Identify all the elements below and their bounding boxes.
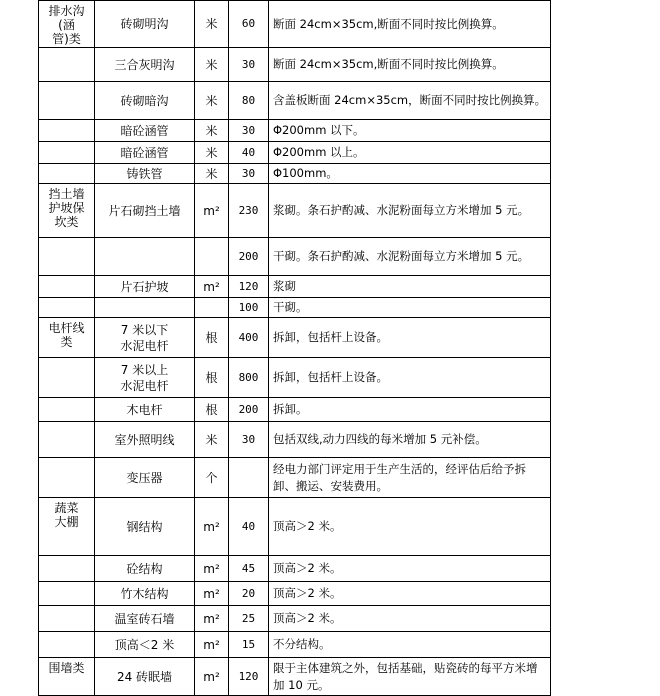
table-row — [39, 48, 551, 82]
unit-cell: m² — [195, 582, 229, 606]
category-cell-line: 护坡保 — [48, 201, 85, 215]
note-cell: 顶高＞2 米。 — [269, 498, 551, 556]
item-cell: 竹木结构 — [95, 582, 195, 606]
category-cell — [39, 398, 95, 422]
unit-cell: 根 — [195, 398, 229, 422]
unit-cell: 根 — [195, 358, 229, 398]
unit-cell: m² — [195, 632, 229, 658]
price-cell: 200 — [229, 398, 269, 422]
note-cell: 浆砌 — [269, 276, 551, 298]
price-cell: 230 — [229, 184, 269, 238]
table-row — [39, 556, 551, 582]
category-cell — [39, 556, 95, 582]
note-cell: 不分结构。 — [269, 632, 551, 658]
table-row — [39, 318, 551, 358]
category-cell-line: 排水沟 — [48, 4, 85, 18]
unit-cell: 米 — [195, 1, 229, 48]
note-cell: 干砌。条石护酌减、水泥粉面每立方米增加 5 元。 — [269, 238, 551, 276]
item-cell: 木电杆 — [95, 398, 195, 422]
category-cell — [39, 164, 95, 184]
unit-cell: 米 — [195, 142, 229, 164]
item-cell-line: 水泥电杆 — [120, 338, 169, 353]
note-cell: 干砌。 — [269, 298, 551, 318]
note-cell: 顶高＞2 米。 — [269, 582, 551, 606]
unit-cell — [195, 298, 229, 318]
table-row — [39, 276, 551, 298]
category-cell-line: 大棚 — [54, 515, 79, 529]
category-cell — [39, 298, 95, 318]
item-cell: 室外照明线 — [95, 422, 195, 458]
category-cell — [39, 238, 95, 276]
category-cell — [39, 498, 95, 556]
note-cell: 断面 24cm×35cm,断面不同时按比例换算。 — [269, 48, 551, 82]
item-cell-line: 7 米以下 — [120, 322, 169, 337]
unit-cell: m² — [195, 498, 229, 556]
unit-cell: m² — [195, 184, 229, 238]
note-cell: 断面 24cm×35cm,断面不同时按比例换算。 — [269, 1, 551, 48]
price-cell: 30 — [229, 120, 269, 142]
category-cell — [39, 606, 95, 632]
price-cell: 15 — [229, 632, 269, 658]
table-row — [39, 164, 551, 184]
unit-cell: m² — [195, 556, 229, 582]
category-cell — [39, 632, 95, 658]
category-cell-line: 电杆线 — [48, 321, 85, 335]
table-row — [39, 82, 551, 120]
category-cell-line: 蔬菜 — [54, 501, 79, 515]
table-row — [39, 606, 551, 632]
category-cell — [39, 422, 95, 458]
item-cell: 24 砖眠墙 — [95, 658, 195, 696]
item-cell: 温室砖石墙 — [95, 606, 195, 632]
category-cell-line: 挡土墙 — [48, 187, 85, 201]
note-cell: 浆砌。条石护酌减、水泥粉面每立方米增加 5 元。 — [269, 184, 551, 238]
category-cell — [39, 582, 95, 606]
item-cell: 暗砼涵管 — [95, 142, 195, 164]
table-row — [39, 422, 551, 458]
item-cell — [95, 298, 195, 318]
unit-cell: 米 — [195, 82, 229, 120]
item-cell: 顶高＜2 米 — [95, 632, 195, 658]
note-cell: 含盖板断面 24cm×35cm，断面不同时按比例换算。 — [269, 82, 551, 120]
price-cell: 80 — [229, 82, 269, 120]
category-cell — [39, 142, 95, 164]
category-cell — [39, 1, 95, 48]
item-cell: 钢结构 — [95, 498, 195, 556]
unit-cell: m² — [195, 658, 229, 696]
price-cell: 30 — [229, 422, 269, 458]
note-cell: 包括双线,动力四线的每米增加 5 元补偿。 — [269, 422, 551, 458]
item-cell: 砖砌暗沟 — [95, 82, 195, 120]
note-cell: 经电力部门评定用于生产生活的，经评估后给予拆卸、搬运、安装费用。 — [269, 458, 551, 498]
unit-cell — [195, 238, 229, 276]
category-cell — [39, 48, 95, 82]
item-cell: 三合灰明沟 — [95, 48, 195, 82]
unit-cell: m² — [195, 606, 229, 632]
price-cell: 30 — [229, 48, 269, 82]
price-cell: 800 — [229, 358, 269, 398]
table-body — [39, 1, 551, 696]
price-cell: 20 — [229, 582, 269, 606]
price-cell: 40 — [229, 498, 269, 556]
unit-cell: 根 — [195, 318, 229, 358]
price-cell: 25 — [229, 606, 269, 632]
unit-cell: 米 — [195, 120, 229, 142]
unit-cell: 米 — [195, 48, 229, 82]
table-row — [39, 658, 551, 696]
note-cell: Φ100mm。 — [269, 164, 551, 184]
unit-cell: m² — [195, 276, 229, 298]
category-cell: 围墙类 — [39, 658, 95, 696]
note-cell: 限于主体建筑之外，包括基础，贴瓷砖的每平方米增加 10 元。 — [269, 658, 551, 696]
item-cell — [95, 318, 195, 358]
category-cell — [39, 120, 95, 142]
table-row — [39, 398, 551, 422]
item-cell: 片石护坡 — [95, 276, 195, 298]
price-cell: 200 — [229, 238, 269, 276]
table-row — [39, 298, 551, 318]
category-cell — [39, 276, 95, 298]
note-cell: 顶高＞2 米。 — [269, 606, 551, 632]
note-cell: 拆卸，包括杆上设备。 — [269, 318, 551, 358]
note-cell: Φ200mm 以上。 — [269, 142, 551, 164]
price-cell: 120 — [229, 658, 269, 696]
category-cell-line: (涵 — [58, 18, 75, 32]
note-cell: 顶高＞2 米。 — [269, 556, 551, 582]
category-cell — [39, 184, 95, 238]
note-cell: Φ200mm 以下。 — [269, 120, 551, 142]
table-row — [39, 142, 551, 164]
price-cell: 60 — [229, 1, 269, 48]
category-cell — [39, 458, 95, 498]
price-cell: 30 — [229, 164, 269, 184]
category-cell — [39, 318, 95, 358]
item-cell: 变压器 — [95, 458, 195, 498]
category-cell-line: 管)类 — [52, 32, 81, 46]
category-cell-line: 类 — [60, 335, 73, 349]
category-cell-line: 坎类 — [54, 215, 79, 229]
item-cell: 片石砌挡土墙 — [95, 184, 195, 238]
table-row — [39, 120, 551, 142]
item-cell-line: 水泥电杆 — [120, 378, 169, 393]
category-cell — [39, 358, 95, 398]
item-cell — [95, 238, 195, 276]
table-row — [39, 358, 551, 398]
item-cell-line: 7 米以上 — [120, 362, 169, 377]
note-cell: 拆卸，包括杆上设备。 — [269, 358, 551, 398]
price-cell: 100 — [229, 298, 269, 318]
price-cell: 40 — [229, 142, 269, 164]
item-cell: 铸铁管 — [95, 164, 195, 184]
item-cell: 砼结构 — [95, 556, 195, 582]
unit-cell: 个 — [195, 458, 229, 498]
table-row — [39, 632, 551, 658]
price-cell — [229, 458, 269, 498]
item-cell — [95, 358, 195, 398]
table-row — [39, 498, 551, 556]
table-row — [39, 1, 551, 48]
table-row — [39, 582, 551, 606]
compensation-table — [38, 0, 551, 696]
price-cell: 120 — [229, 276, 269, 298]
category-cell — [39, 82, 95, 120]
unit-cell: 米 — [195, 164, 229, 184]
table-row — [39, 184, 551, 238]
item-cell: 暗砼涵管 — [95, 120, 195, 142]
item-cell: 砖砌明沟 — [95, 1, 195, 48]
price-cell: 45 — [229, 556, 269, 582]
note-cell: 拆卸。 — [269, 398, 551, 422]
price-cell: 400 — [229, 318, 269, 358]
unit-cell: 米 — [195, 422, 229, 458]
table-row — [39, 238, 551, 276]
table-row — [39, 458, 551, 498]
